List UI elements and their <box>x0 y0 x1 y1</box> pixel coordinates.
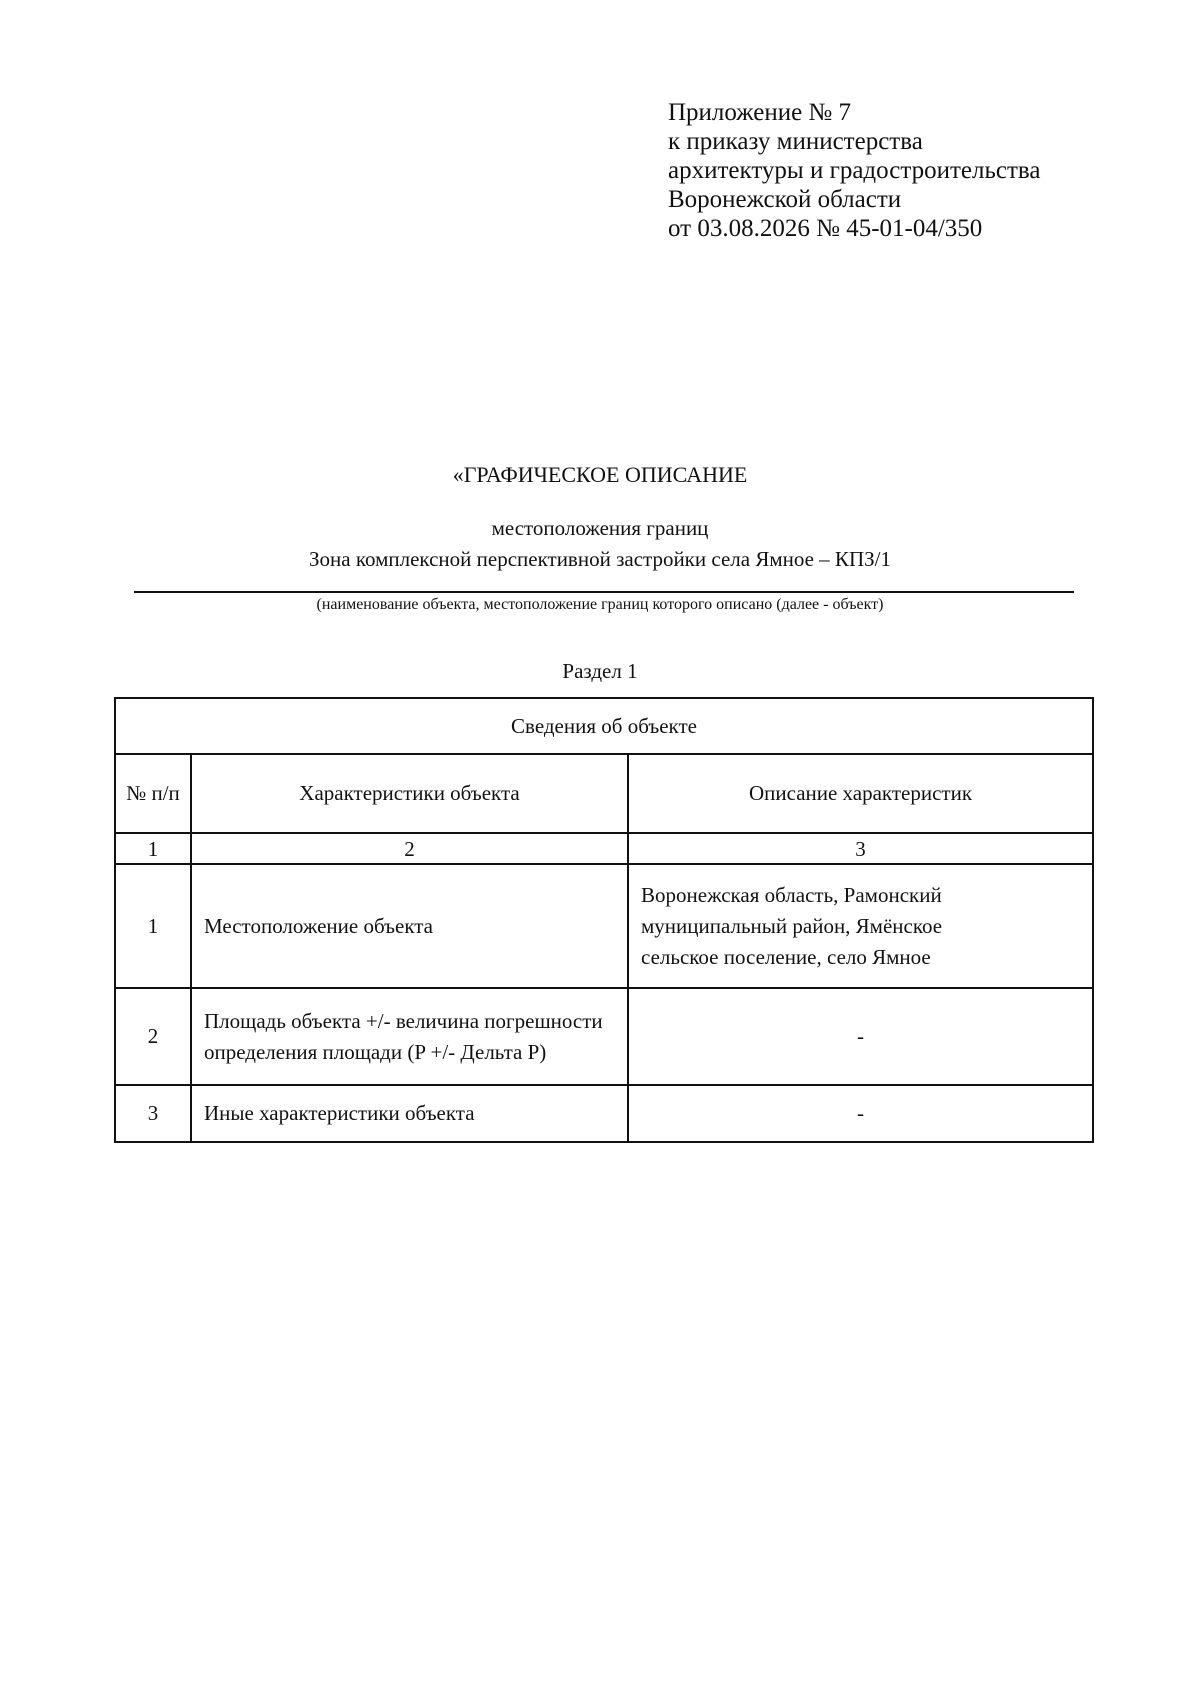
row-description: - <box>628 988 1093 1085</box>
row-characteristic: Местоположение объекта <box>191 864 628 988</box>
appendix-line: от 03.08.2026 № 45-01-04/350 <box>668 215 983 242</box>
document-title: «ГРАФИЧЕСКОЕ ОПИСАНИЕ <box>452 462 748 487</box>
section-heading: Раздел 1 <box>562 659 638 683</box>
row-num: 3 <box>115 1085 191 1142</box>
header-description: Описание характеристик <box>628 754 1093 833</box>
appendix-line: к приказу министерства <box>668 128 923 155</box>
description-line: муниципальный район, Ямёнское <box>641 913 943 938</box>
table-index-row <box>115 833 1093 864</box>
object-name-underline <box>134 591 1074 593</box>
object-info-table <box>114 697 1094 1143</box>
object-name-caption: (наименование объекта, местоположение границ которого описано (далее - объект) <box>316 596 884 613</box>
description-line: сельское поселение, село Ямное <box>641 944 931 969</box>
appendix-line: Воронежской области <box>668 186 902 213</box>
row-characteristic: Иные характеристики объекта <box>191 1085 628 1142</box>
header-num: № п/п <box>115 754 191 833</box>
appendix-line: Приложение № 7 <box>668 99 852 126</box>
row-description <box>628 864 1093 988</box>
row-num: 1 <box>115 864 191 988</box>
object-name: Зона комплексной перспективной застройки села Ямное – КПЗ/1 <box>309 547 891 571</box>
row-num: 2 <box>115 988 191 1085</box>
table-row <box>115 1085 1093 1142</box>
row-characteristic: Площадь объекта +/- величина погрешности определения площади (P +/- Дельта P) <box>191 988 628 1085</box>
table-caption-row <box>115 698 1093 754</box>
appendix-block <box>668 98 1040 243</box>
description-line: Воронежская область, Рамонский <box>641 882 942 907</box>
row-description: - <box>628 1085 1093 1142</box>
document-subtitle: местоположения границ <box>491 516 709 540</box>
table-caption: Сведения об объекте <box>115 698 1093 754</box>
table-header-row <box>115 754 1093 833</box>
index-cell: 1 <box>115 833 191 864</box>
index-cell: 2 <box>191 833 628 864</box>
header-characteristic: Характеристики объекта <box>191 754 628 833</box>
table-row <box>115 864 1093 988</box>
appendix-line: архитектуры и градостроительства <box>668 157 1041 184</box>
table-row <box>115 988 1093 1085</box>
index-cell: 3 <box>628 833 1093 864</box>
